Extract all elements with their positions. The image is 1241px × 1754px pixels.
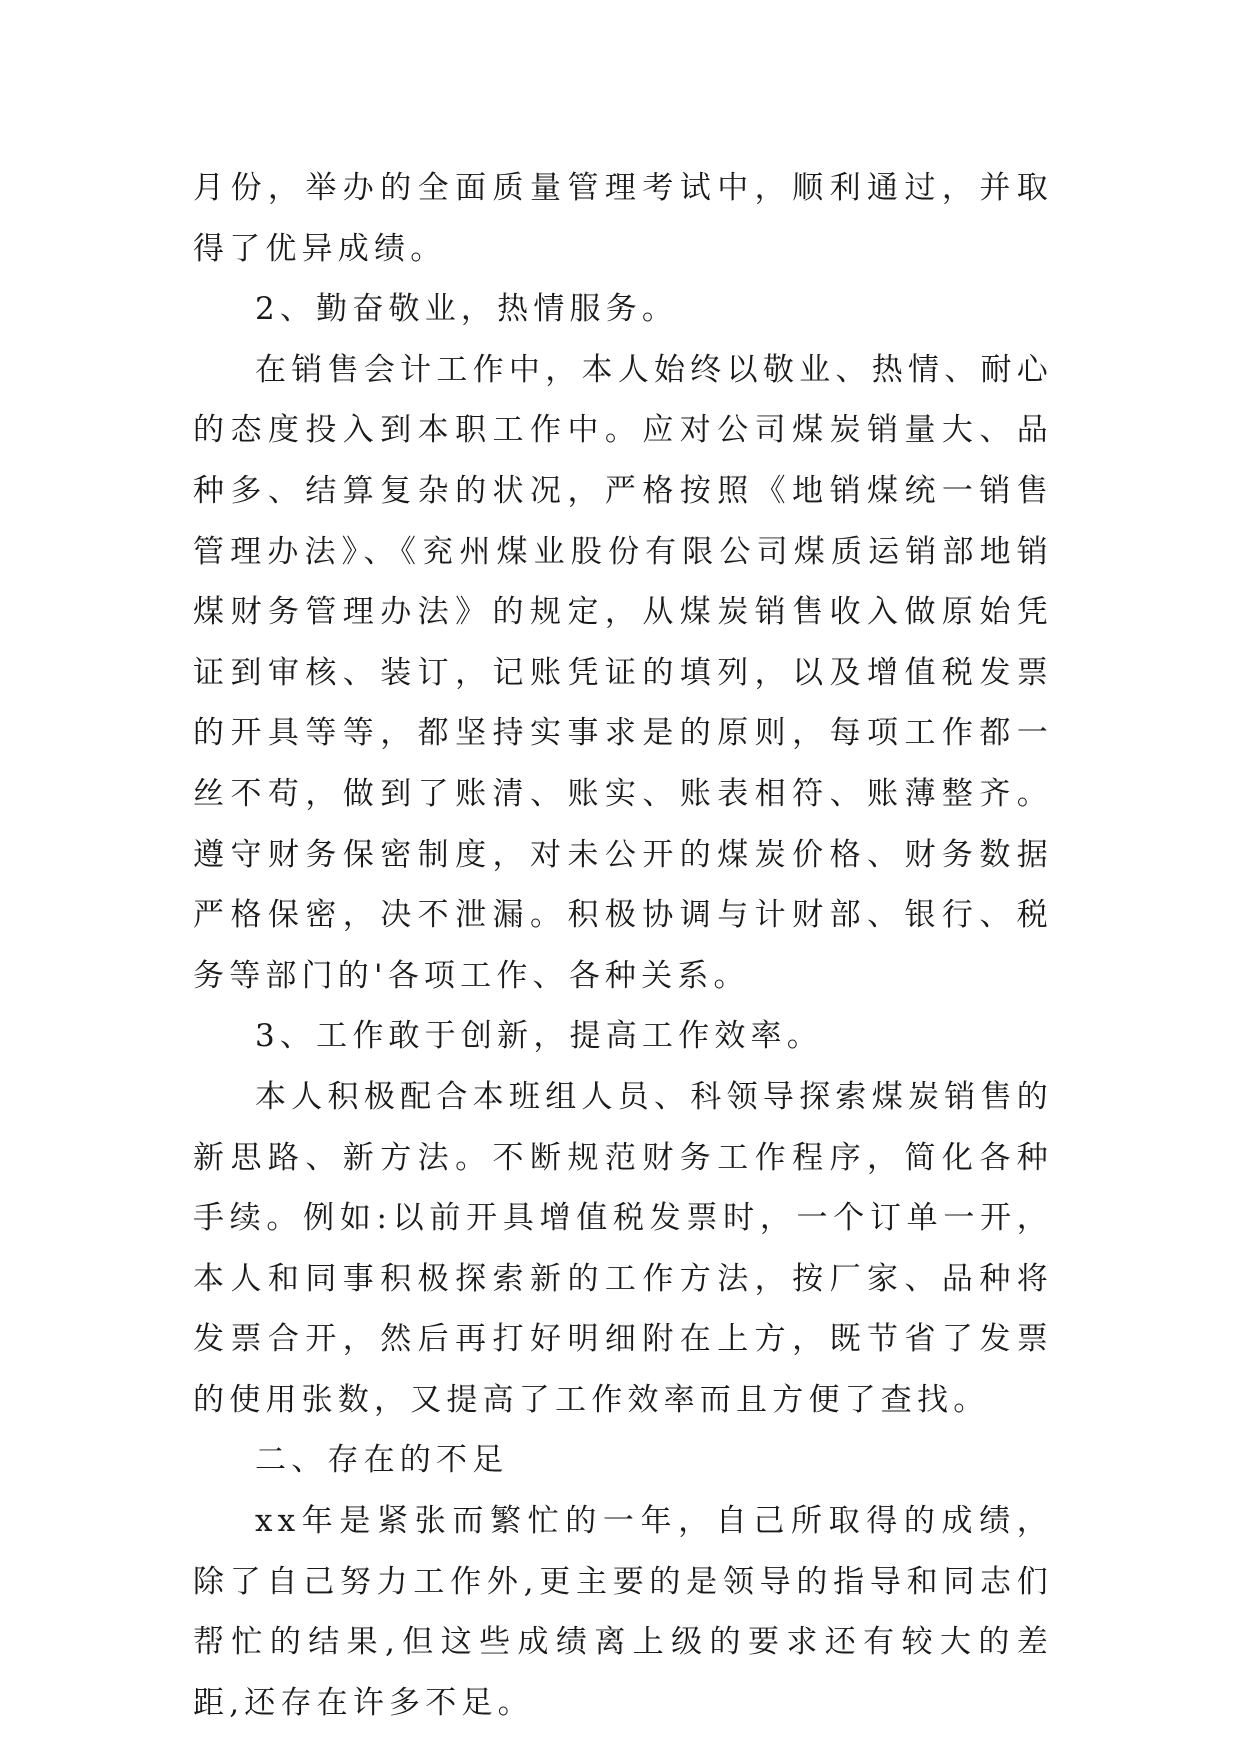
heading-diligence: 2、勤奋敬业，热情服务。 — [255, 291, 679, 328]
paragraph-shortcomings: xx年是紧张而繁忙的一年，自己所取得的成绩，除了自己努力工作外,更主要的是领导的指导和同志们帮忙的结果,但这些成绩离上级的要求还有较大的差距,还存在许多不足。 — [193, 1503, 1053, 1721]
heading-shortcomings: 二、存在的不足 — [255, 1442, 509, 1479]
document-body — [193, 158, 1053, 1733]
heading-innovation: 3、工作敢于创新，提高工作效率。 — [255, 1018, 823, 1055]
paragraph-continuation: 月份，举办的全面质量管理考试中，顺利通过，并取得了优异成绩。 — [193, 170, 1053, 267]
paragraph-sales-accounting: 在销售会计工作中，本人始终以敬业、热情、耐心的态度投入到本职工作中。应对公司煤炭销量大、品种多、结算复杂的状况，严格按照《地销煤统一销售管理办法》、《兖州煤业股份有限公司煤质运销部地销煤财务管理办法》的规定，从煤炭销售收入做原始凭证到审核、装订，记账凭证的填列，以及增值税发票的开具等等，都坚持实事求是的原则，每项工作都一丝不苟，做到了账清、账实、账表相符、账薄整齐。遵守财务保密制度，对未公开的煤炭价格、财务数据严格保密，决不泄漏。积极协调与计财部、银行、税务等部门的'各项工作、各种关系。 — [193, 351, 1053, 994]
paragraph-innovation: 本人积极配合本班组人员、科领导探索煤炭销售的新思路、新方法。不断规范财务工作程序，简化各种手续。例如:以前开具增值税发票时，一个订单一开，本人和同事积极探索新的工作方法，按厂家、品种将发票合开，然后再打好明细附在上方，既节省了发票的使用张数，又提高了工作效率而且方便了查找。 — [193, 1078, 1053, 1418]
